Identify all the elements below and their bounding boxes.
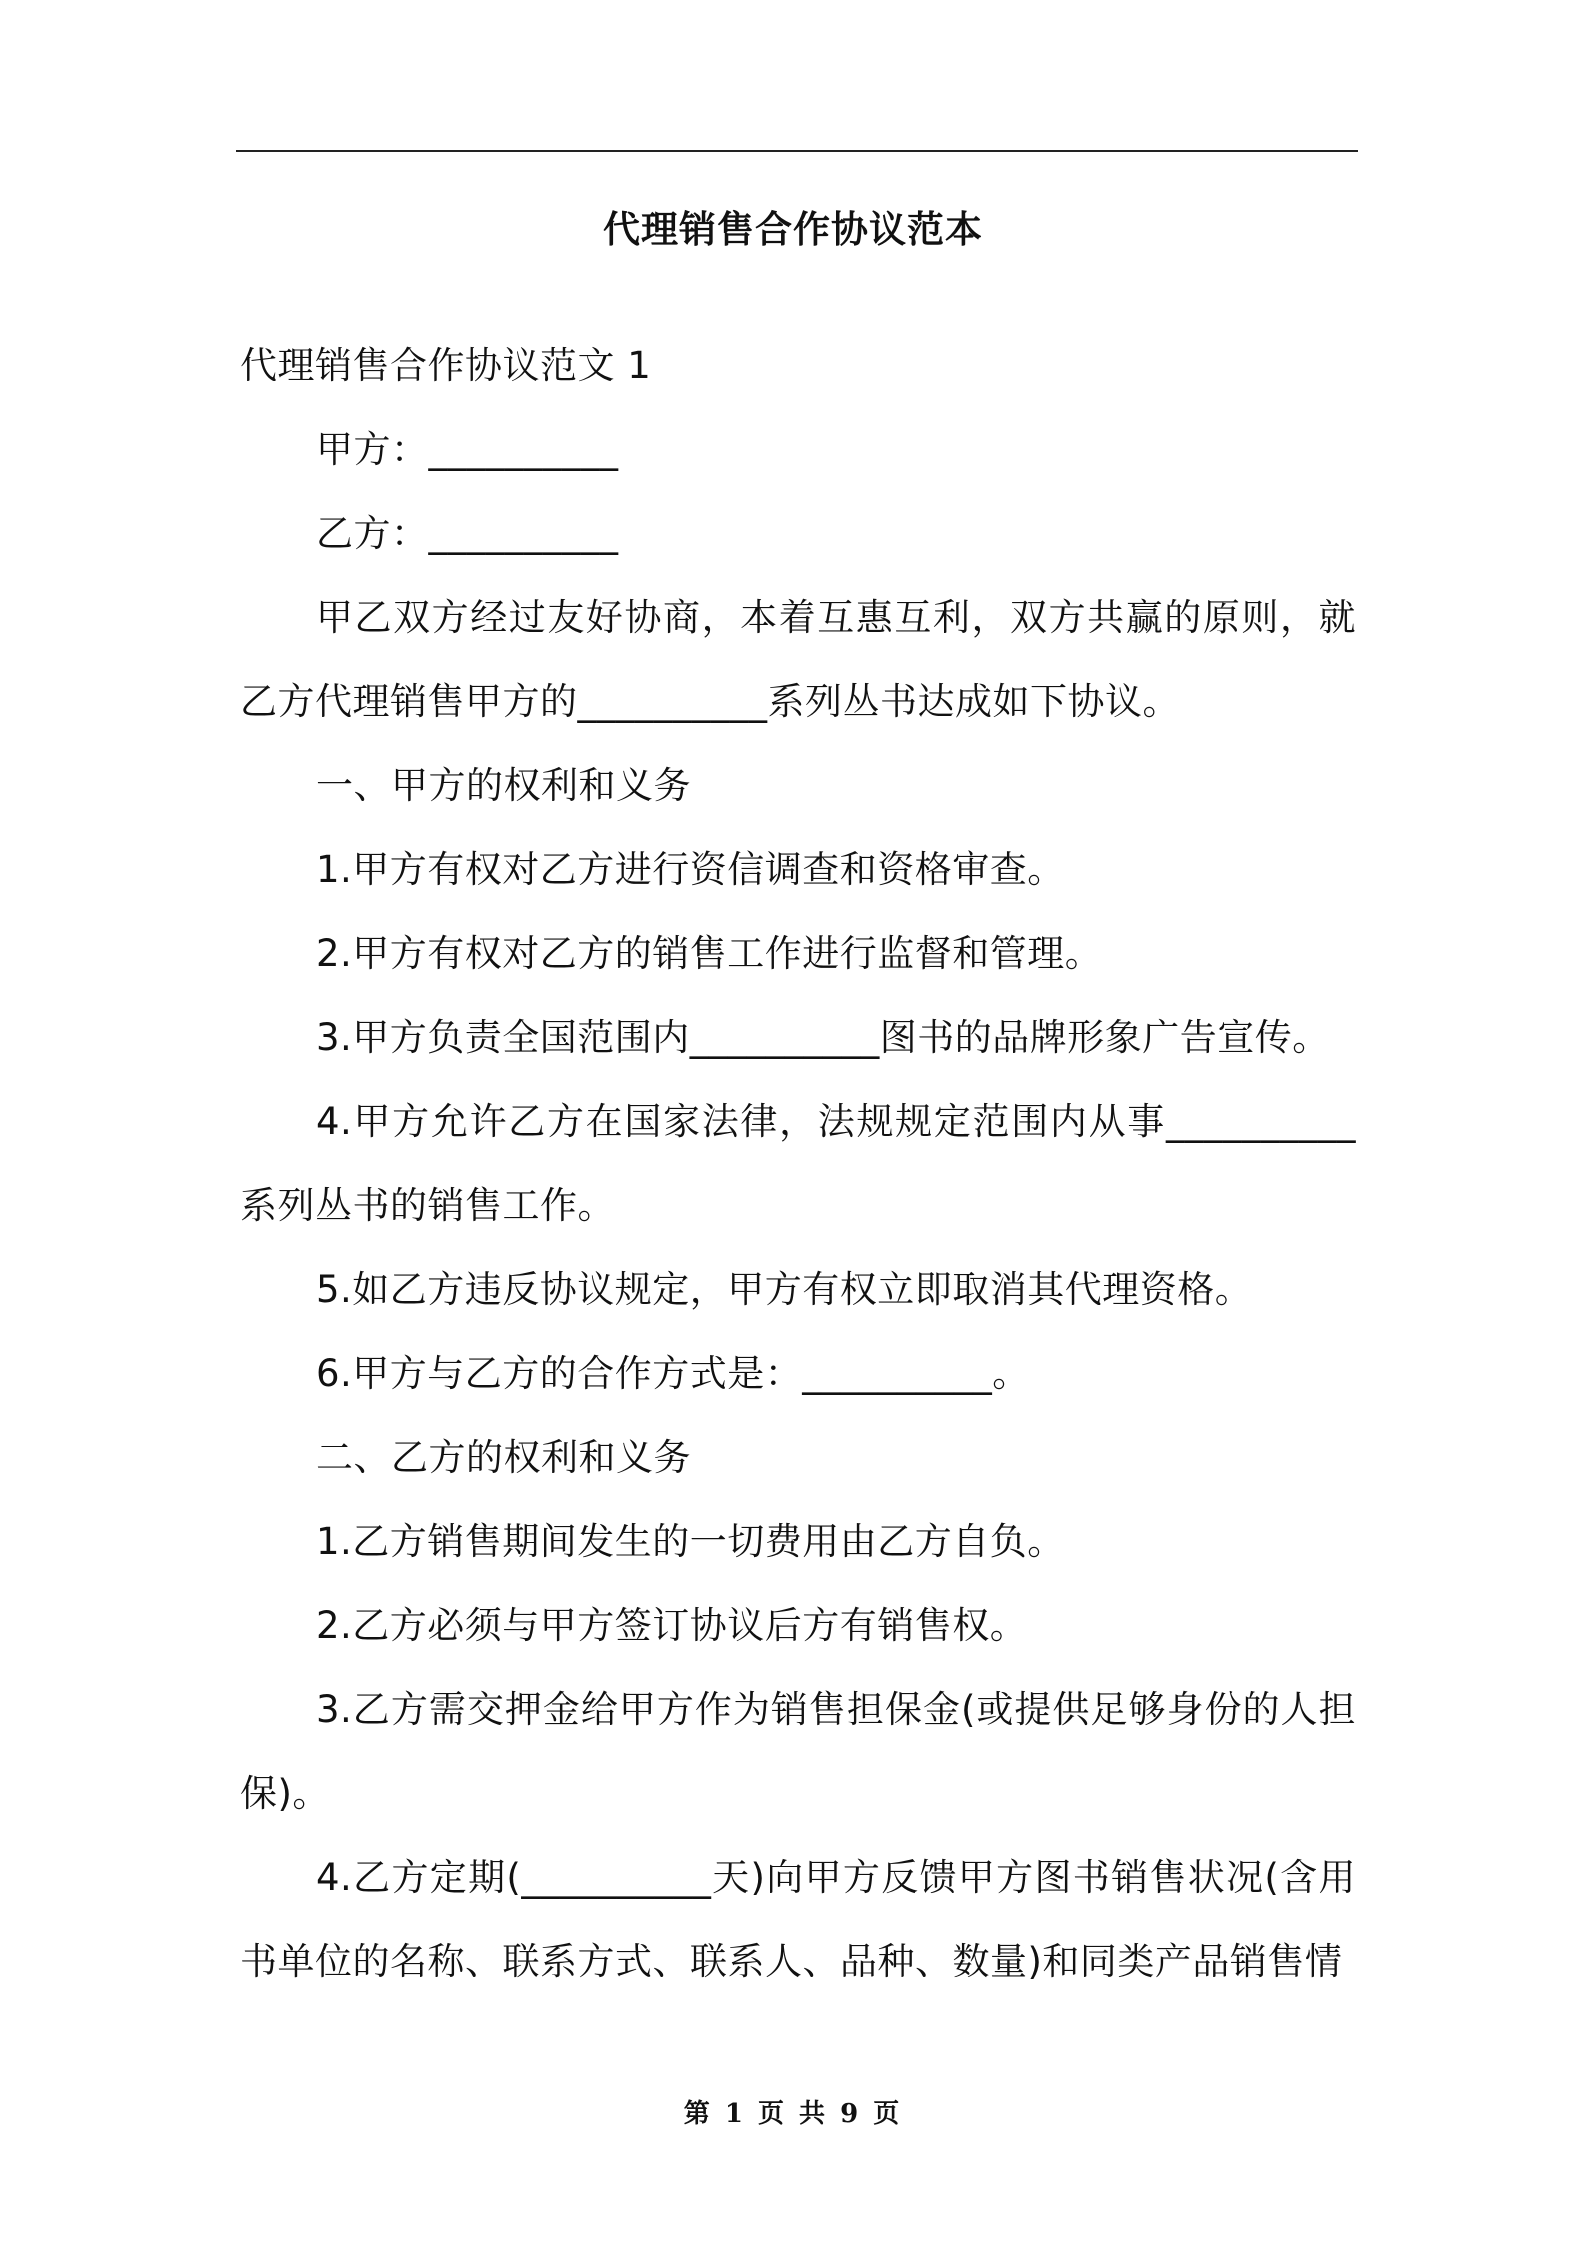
header-rule	[236, 150, 1358, 152]
section-heading: 二、乙方的权利和义务	[316, 1436, 691, 1479]
paragraph: 甲方：__________	[316, 428, 619, 471]
paragraph: 甲乙双方经过友好协商，本着互惠互利，双方共赢的原则，就乙方代理销售甲方的__________系列丛书达成如下协议。	[240, 596, 1356, 723]
paragraph: 1.乙方销售期间发生的一切费用由乙方自负。	[316, 1520, 1065, 1563]
section-heading: 一、甲方的权利和义务	[316, 764, 691, 807]
paragraph: 4.甲方允许乙方在国家法律，法规规定范围内从事__________系列丛书的销售工作。	[240, 1100, 1356, 1227]
paragraph: 乙方：__________	[316, 512, 619, 555]
page-number: 第 1 页 共 9 页	[683, 2099, 903, 2129]
paragraph: 代理销售合作协议范文 1	[240, 344, 652, 387]
paragraph: 4.乙方定期(__________天)向甲方反馈甲方图书销售状况(含用书单位的名称、联系方式、联系人、品种、数量)和同类产品销售情	[240, 1856, 1356, 1983]
document-body	[240, 324, 1356, 2004]
paragraph: 1.甲方有权对乙方进行资信调查和资格审查。	[316, 848, 1065, 891]
paragraph: 3.乙方需交押金给甲方作为销售担保金(或提供足够身份的人担保)。	[240, 1688, 1356, 1815]
paragraph: 6.甲方与乙方的合作方式是：__________。	[316, 1352, 1030, 1395]
document-title: 代理销售合作协议范本	[603, 208, 983, 251]
paragraph: 2.乙方必须与甲方签订协议后方有销售权。	[316, 1604, 1028, 1647]
paragraph: 2.甲方有权对乙方的销售工作进行监督和管理。	[316, 932, 1103, 975]
paragraph: 5.如乙方违反协议规定，甲方有权立即取消其代理资格。	[316, 1268, 1253, 1311]
paragraph: 3.甲方负责全国范围内__________图书的品牌形象广告宣传。	[316, 1016, 1330, 1059]
